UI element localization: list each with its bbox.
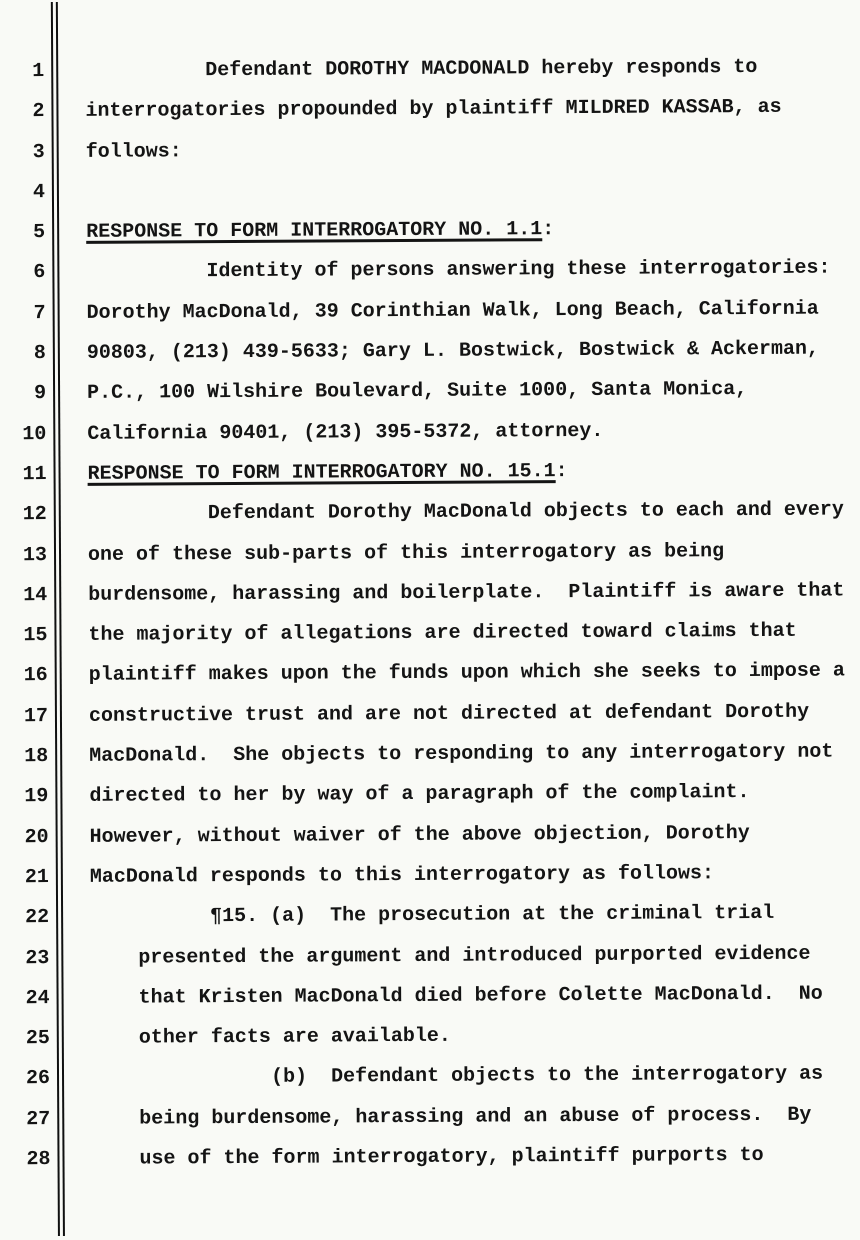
document-line [1, 128, 860, 173]
document-line [2, 370, 860, 415]
line-number: 1 [32, 60, 45, 84]
document-line [5, 894, 860, 939]
line-number: 15 [23, 624, 48, 648]
document-line [4, 773, 860, 818]
document-line [6, 1135, 860, 1180]
line-text: one of these sub-parts of this interrogatory as being [87, 539, 725, 567]
line-text: directed to her by way of a paragraph of the complaint. [89, 781, 750, 809]
line-number: 25 [25, 1027, 50, 1051]
document-line [3, 571, 860, 616]
line-number: 5 [33, 221, 46, 245]
document-line [1, 249, 860, 294]
line-text: other facts are available. [90, 1024, 451, 1050]
document-line [4, 652, 860, 697]
line-text: the majority of allegations are directed toward claims that [88, 619, 797, 648]
document-line [0, 47, 860, 92]
line-number: 11 [22, 463, 47, 487]
document-line [0, 88, 860, 133]
line-text: being burdensome, harassing and an abuse of process. By [91, 1103, 812, 1131]
document-line [1, 168, 860, 213]
document-line [3, 612, 860, 657]
document-line [5, 934, 860, 979]
line-number: 10 [22, 422, 47, 446]
line-text: constructive trust and are not directed at defendant Dorothy [88, 700, 810, 728]
document-line [5, 853, 860, 898]
document-line [5, 813, 860, 858]
line-text: P.C., 100 Wilshire Boulevard, Suite 1000, Santa Monica, [87, 378, 748, 406]
line-number: 23 [25, 946, 50, 970]
line-number: 9 [34, 382, 47, 406]
document-line [5, 974, 860, 1019]
paragraph-15a-text: ¶15. (a) The prosecution at the criminal trial [90, 902, 775, 930]
response-heading-15-1: RESPONSE TO FORM INTERROGATORY NO. 15.1 [87, 460, 556, 486]
document-line [4, 692, 860, 737]
line-number: 27 [26, 1107, 51, 1131]
line-number: 3 [32, 140, 45, 164]
response-heading-1-1: RESPONSE TO FORM INTERROGATORY NO. 1.1 [86, 218, 543, 245]
document-line [3, 531, 860, 576]
line-text: interrogatories propounded by plaintiff MILDRED KASSAB, as [85, 96, 782, 124]
line-text: MacDonald responds to this interrogatory as follows: [89, 862, 715, 889]
document-line [2, 410, 860, 455]
line-text: Identity of persons answering these interrogatories: [86, 257, 831, 285]
document-line [6, 1015, 860, 1060]
line-number: 20 [24, 825, 49, 849]
line-number: 18 [24, 745, 49, 769]
line-text: use of the form interrogatory, plaintiff purports to [91, 1143, 764, 1171]
document-line [2, 329, 860, 374]
line-number: 12 [22, 503, 47, 527]
line-number: 8 [33, 342, 46, 366]
line-number: 7 [33, 301, 46, 325]
line-text: Defendant DOROTHY MACDONALD hereby responds to [85, 55, 758, 83]
document-line [6, 1055, 860, 1100]
line-number: 21 [24, 866, 49, 890]
document-line [3, 491, 860, 536]
paragraph-15b-text: (b) Defendant objects to the interrogatory as [90, 1063, 824, 1091]
line-text: MacDonald. She objects to responding to any interrogatory not [89, 740, 834, 768]
line-text: 90803, (213) 439-5633; Gary L. Bostwick, Bostwick & Ackerman, [86, 337, 820, 365]
document-body [0, 47, 860, 1180]
line-number: 22 [25, 906, 50, 930]
line-number: 6 [33, 261, 46, 285]
line-text: presented the argument and introduced purported evidence [90, 942, 811, 970]
line-text: : [555, 460, 568, 484]
line-number: 13 [22, 543, 48, 567]
line-text: California 90401, (213) 395-5372, attorney. [87, 419, 604, 446]
document-line [1, 209, 860, 254]
line-number: 2 [32, 100, 45, 124]
document-line [4, 732, 860, 777]
line-text: follows: [85, 139, 182, 164]
line-number: 19 [24, 785, 49, 809]
line-text: Dorothy MacDonald, 39 Corinthian Walk, Long Beach, California [86, 297, 819, 325]
line-text: burdensome, harassing and boilerplate. Plaintiff is aware that [88, 579, 845, 607]
line-text: : [542, 218, 555, 242]
document-line [2, 289, 860, 334]
line-text: that Kristen MacDonald died before Colette MacDonald. No [90, 982, 823, 1010]
document-line [6, 1095, 860, 1140]
line-text: plaintiff makes upon the funds upon which she seeks to impose a [88, 659, 845, 688]
line-number: 24 [25, 986, 50, 1011]
line-text: However, without waiver of the above objection, Dorothy [89, 821, 750, 849]
line-number: 16 [23, 664, 48, 688]
document-line [2, 450, 860, 495]
line-number: 14 [23, 583, 48, 608]
line-number: 4 [32, 180, 46, 205]
line-number: 28 [26, 1148, 51, 1172]
line-text: Defendant Dorothy MacDonald objects to each and every [87, 498, 844, 527]
line-number: 17 [23, 704, 49, 728]
line-number: 26 [25, 1067, 51, 1091]
